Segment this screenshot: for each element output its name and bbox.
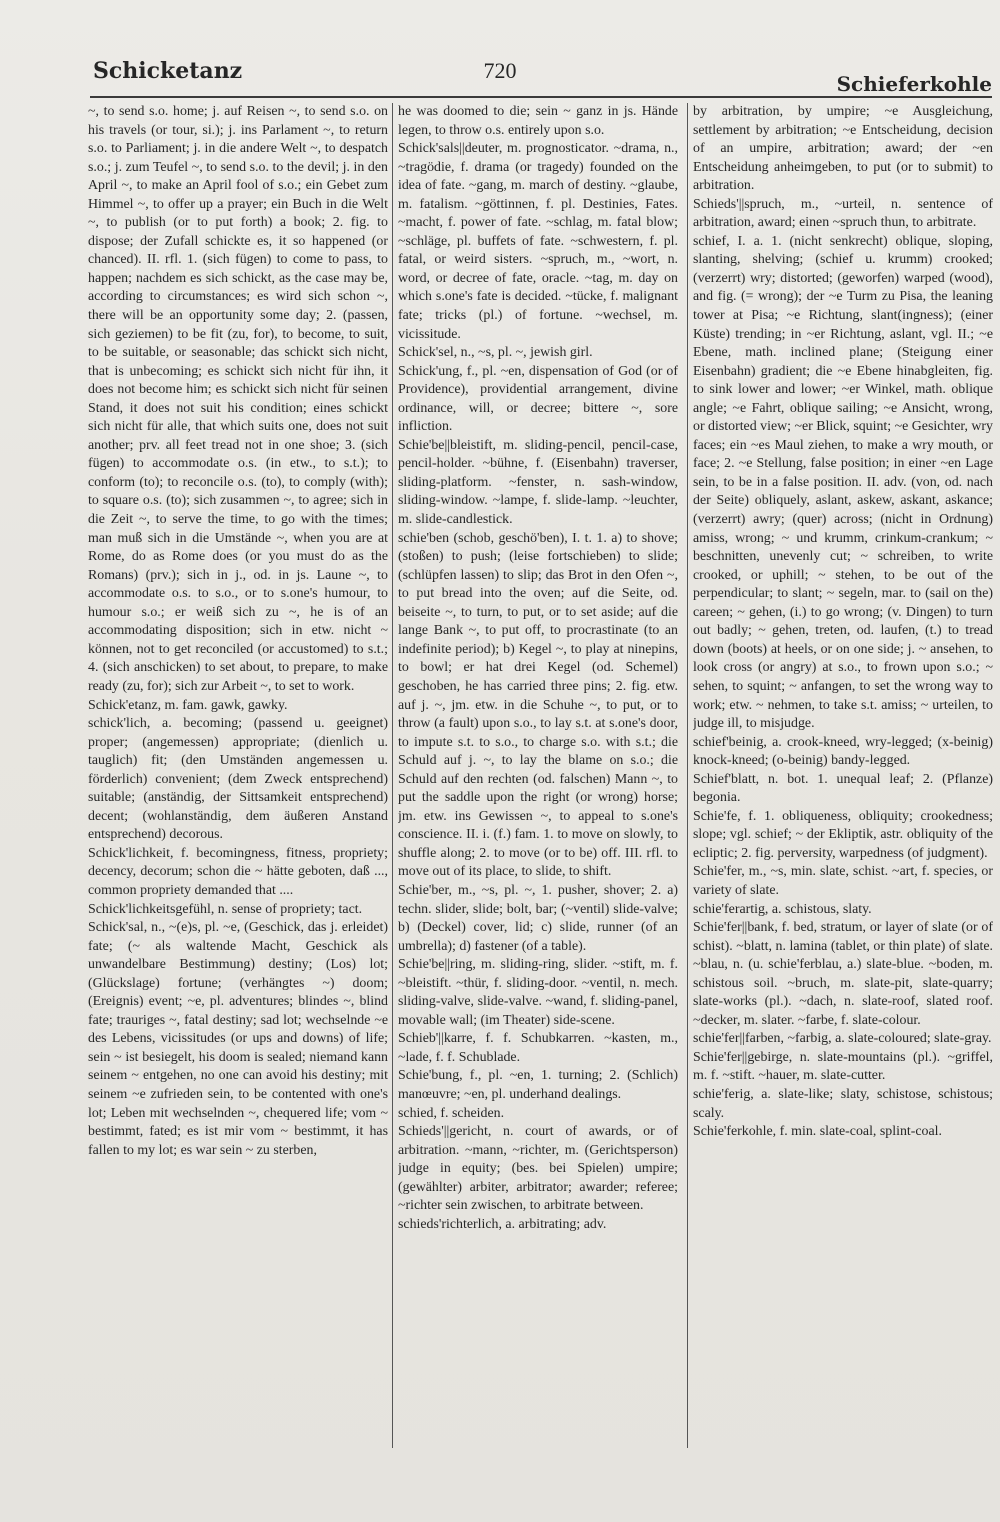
dictionary-entry: schieds'richterlich, a. arbitrating; adv. xyxy=(398,1216,607,1232)
dictionary-entry: Schie'ferkohle, f. min. slate-coal, splint-coal. xyxy=(693,1124,942,1140)
dictionary-entry: Schieb'||karre, f. f. Schubkarren. ~kasten, m., ~lade, f. f. Schublade. xyxy=(398,1031,678,1065)
dictionary-entry: Schick'sals||deuter, m. prognosticator. ~drama, n., ~tragödie, f. drama (or tragedy) founded on the idea of fate. ~gang, m. march of destiny. ~glaube, m. fatalism. ~göttinnen, f. pl. Destinies, Fates. ~macht, f. power of fate. ~schlag, m. fatal blow; ~schläge, pl. buffets of fate. ~schwestern, f. pl. fatal, or weird sisters. ~spruch, m., ~wort, n. word, or decree of fate, oracle. ~tag, m. day on which s.one's fate is decided. ~tücke, f. malignant fate; tricks (pl.) of fortune. ~wechsel, m. vicissitude. xyxy=(398,141,678,342)
dictionary-entry: Schick'ung, f., pl. ~en, dispensation of God (or of Providence), providential arrangement, divine ordinance, will, or decree; bittere ~, sore infliction. xyxy=(398,363,678,435)
dictionary-entry: Schick'sel, n., ~s, pl. ~, jewish girl. xyxy=(398,345,593,361)
dictionary-entry: ~, to send s.o. home; j. auf Reisen ~, to send s.o. on his travels (or tour, si.); j. ins Parlament ~, to return s.o. to Parliament; j. in die andere Welt ~, to despatch s.o.; j. zum Teufel ~, to send s.o. to the devil; j. in den April ~, to make an April fool of s.o.; ein Gebet zum Himmel ~, to offer up a prayer; ein Buch in die Welt ~, to publish (or to put forth) a book; 2. fig. to dispose; der Zufall schickte es, it so happened (or chanced). II. rfl. 1. (sich fügen) to come to pass, to happen; nachdem es sich schickt, as the case may be, according to circumstances; es wird sich schon ~, there will be an opportunity some day; 2. (passen, sich geziemen) to be fit (zu, for), to become, to suit, to be suitable, or seasonable; das schickt sich nicht, that is unbecoming; es schickt sich nicht für ihn, it does not become him; es schickt sich nicht für seinen Stand, it does not suit his condition; eines schickt sich nicht für alle, that which suits one, does not suit another; prv. all feet tread not in one shoe; 3. (sich fügen) to accommodate o.s. (in etw., to s.t.); to conform (to); to reconcile o.s. (to), to comply (with); to square o.s. (to); sich zusammen ~, to agree; sich in die Zeit ~, to serve the time, to go with the times; man muß sich in die Umstände ~, when you are at Rome, do as Rome does (or you must do as the Romans) (prv.); sich in j., od. in js. Laune ~, to accommodate o.s. to s.o., or to s.one's humour, to humour s.o.; er weiß sich zu ~, he is of an accommodating disposition; sich in etw. nicht ~ können, not to get reconciled (or accustomed) to s.t.; 4. (sich anschicken) to set about, to prepare, to make ready (zu, for); sich zur Arbeit ~, to set to work. xyxy=(88,104,388,694)
dictionary-entry: he was doomed to die; sein ~ ganz in js. Hände legen, to throw o.s. entirely upon s.o. xyxy=(398,104,678,138)
dictionary-entry: Schie'fer||gebirge, n. slate-mountains (pl.). ~griffel, m. f. ~stift. ~hauer, m. slate-cutter. xyxy=(693,1049,993,1084)
dictionary-entry: Schie'bung, f., pl. ~en, 1. turning; 2. (Schlich) manœuvre; ~en, pl. underhand dealings. xyxy=(398,1068,678,1102)
column-2 xyxy=(398,103,678,1443)
page-number: 720 xyxy=(483,58,517,83)
column-1 xyxy=(88,103,388,1463)
dictionary-entry: Schieds'||gericht, n. court of awards, or of arbitration. ~mann, ~richter, m. (Gerichtsperson) judge in equity; (bes. bei Spielen) umpire; (gewählter) arbiter, arbitrator; awarder; referee; ~richter sein zwischen, to arbitrate between. xyxy=(398,1124,678,1214)
dictionary-entry: Schieds'||spruch, m., ~urteil, n. sentence of arbitration, award; einen ~spruch thun, to arbitrate. xyxy=(693,196,993,231)
dictionary-entry: Schick'etanz, m. fam. gawk, gawky. xyxy=(88,697,288,713)
dictionary-entry: Schie'be||ring, m. sliding-ring, slider. ~stift, m. f. ~bleistift. ~thür, f. sliding-door. ~ventil, n. mech. sliding-valve, slide-valve. ~wand, f. sliding-panel, movable wall; (im Theater) side-scene. xyxy=(398,957,678,1028)
dictionary-entry: schied, f. scheiden. xyxy=(398,1105,505,1121)
dictionary-entry: schief'beinig, a. crook-kneed, wry-legged; (x-beinig) knock-kneed; (o-beinig) bandy-legged. xyxy=(693,734,993,769)
page-header xyxy=(0,52,1000,96)
dictionary-entry: schie'ferig, a. slate-like; slaty, schistose, schistous; scaly. xyxy=(693,1086,993,1121)
dictionary-entry: Schie'fe, f. 1. obliqueness, obliquity; crookedness; slope; vgl. schief; ~ der Ekliptik, astr. obliquity of the ecliptic; 2. fig. perversity, warpedness (of judgment). xyxy=(693,808,993,861)
right-running-head: Schieferkohle xyxy=(836,72,992,96)
dictionary-entry: Schick'lichkeit, f. becomingness, fitness, propriety; decency, decorum; schon die ~ hätte geboten, daß ..., common propriety demanded that .... xyxy=(88,845,388,898)
column-3 xyxy=(693,103,993,1463)
dictionary-entry: Schick'lichkeitsgefühl, n. sense of propriety; tact. xyxy=(88,901,363,917)
dictionary-entry: schie'fer||farben, ~farbig, a. slate-coloured; slate-gray. xyxy=(693,1031,992,1047)
dictionary-entry: Schie'ber, m., ~s, pl. ~, 1. pusher, shover; 2. a) techn. slider, slide; bolt, bar; (~ventil) slide-valve; b) (Deckel) cover, lid; c) slide, runner (of an umbrella); d) fastener (of a table). xyxy=(398,882,678,954)
dictionary-entry: schief, I. a. 1. (nicht senkrecht) oblique, sloping, slanting, shelving; (schief u. krumm) crooked; (verzerrt) wry; distorted; (geworfen) warped (wood), and fig. (= wrong); der ~e Turm zu Pisa, the leaning tower at Pisa; ~e Richtung, slant(ingness); (einer Küste) trending; in ~er Richtung, aslant, vgl. II.; ~e Ebene, math. inclined plane; (Steigung einer Eisenbahn) gradient; die ~e Ebene hinabgleiten, fig. to sink lower and lower; ~er Winkel, math. oblique angle; ~e Fahrt, oblique sailing; ~e Ansicht, wrong, or distorted view; ~er Blick, squint; ~e Gesichter, wry faces; ein ~es Maul ziehen, to make a wry mouth, or face; 2. ~e Stellung, false position; in einer ~en Lage sein, to be in a false position. II. adv. (von, od. nach der Seite) obliquely, aslant, askew, askant, askance; (verzerrt) awry; (quer) across; (nicht in Ordnung) amiss, wrong; ~ und krumm, crinkum-crankum; ~ beschnitten, unevenly cut; ~ schreiben, to write crooked, or uphill; ~ stehen, to be out of the perpendicular; to slant; ~ segeln, mar. to (sail on the) careen; ~ gehen, (i.) to go wrong; (v. Dingen) to turn out badly; ~ gehen, treten, od. laufen, (t.) to tread down (boots) at heels, or on one side; j. ~ ansehen, to look cross (or angry) at s.o., to frown upon s.o.; ~ sehen, to squint; ~ anfangen, to set the wrong way to work; etw. ~ nehmen, to take s.t. amiss; ~ urteilen, to judge ill, to misjudge. xyxy=(693,233,993,732)
dictionary-entry: Schief'blatt, n. bot. 1. unequal leaf; 2. (Pflanze) begonia. xyxy=(693,771,993,806)
column-divider xyxy=(392,103,393,1448)
dictionary-entry: schick'lich, a. becoming; (passend u. geeignet) proper; (angemessen) appropriate; (dienlich u. tauglich) fit; (den Umständen angemessen u. förderlich) convenient; (dem Zweck entsprechend) suitable; (anständig, der Sittsamkeit entsprechend) decent; (wohlanständig, dem äußeren Anstand entsprechend) decorous. xyxy=(88,716,388,843)
column-divider xyxy=(687,103,688,1448)
dictionary-entry: Schie'fer, m., ~s, min. slate, schist. ~art, f. species, or variety of slate. xyxy=(693,864,993,898)
dictionary-entry: by arbitration, by umpire; ~e Ausgleichung, settlement by arbitration; ~e Entscheidung, decision of an umpire, arbitration; award; der ~en Entscheidung anheimgeben, to put (or to submit) to arbitration. xyxy=(693,104,993,194)
header-rule xyxy=(90,96,992,98)
dictionary-entry: schie'ben (schob, geschö'ben), I. t. 1. a) to shove; (stoßen) to push; (leise fortschieben) to slide; (schlüpfen lassen) to slip; das Brot in den Ofen ~, to put bread into the oven; auf die Seite, od. beiseite ~, to turn, to put, or to set aside; auf die lange Bank ~, to put off, to procrastinate (to an indefinite period); b) Kegel ~, to play at ninepins, to bowl; er hat drei Kegel (od. Schemel) geschoben, he has carried three pins; 2. fig. etw. auf j. ~, jm. etw. in die Schuhe ~, to put, or to throw (a fault) upon s.o., to lay s.t. at s.one's door, to impute s.t. to s.o., to charge s.o. with s.t.; die Schuld auf j. ~, to lay the blame on s.o.; die Schuld auf den rechten (od. falschen) Mann ~, to put the saddle upon the right (or wrong) horse; jm. etw. ins Gewissen ~, to appeal to s.one's conscience. II. i. (f.) fam. 1. to move on slowly, to shuffle along; 2. to move (or to be) off. III. rfl. to move out of its place, to slide, to shift. xyxy=(398,530,678,880)
dictionary-entry: Schie'be||bleistift, m. sliding-pencil, pencil-case, pencil-holder. ~bühne, f. (Eisenbahn) traverser, sliding-platform. ~fenster, n. sash-window, sliding-window. ~lampe, f. slide-lamp. ~leuchter, m. slide-candlestick. xyxy=(398,437,678,528)
dictionary-entry: Schie'fer||bank, f. bed, stratum, or layer of slate (or of schist). ~blatt, n. lamina (tablet, or thin plate) of slate. ~blau, n. (u. schie'ferblau, a.) slate-blue. ~boden, m. schistous soil. ~bruch, m. slate-pit, slate-quarry; slate-works (pl.). ~dach, n. slate-roof, slated roof. ~decker, m. slater. ~farbe, f. slate-colour. xyxy=(693,920,993,1028)
left-running-head: Schicketanz xyxy=(93,58,243,84)
dictionary-entry: schie'ferartig, a. schistous, slaty. xyxy=(693,901,872,917)
dictionary-entry: Schick'sal, n., ~(e)s, pl. ~e, (Geschick, das j. erleidet) fate; (~ als waltende Macht, Geschick als unwandelbare Bestimmung) destiny; (Los) lot; (Glückslage) fortune; (verhängtes ~) doom; (Ereignis) event; ~e, pl. adventures; blindes ~, blind fate; trauriges ~, fatal destiny; sad lot; wechselnde ~e des Lebens, vicissitudes (or ups and downs) of life; sein ~ ist besiegelt, his doom is sealed; niemand kann seinem ~ entgehen, no one can avoid his destiny; mit seinem ~e zufrieden sein, to be contented with one's lot; Leben mit wechselnden ~, chequered life; vom ~ bestimmt, fated; es ist mir vom ~ bestimmt, it has fallen to my lot; es war sein ~ zu sterben, xyxy=(88,920,388,1158)
